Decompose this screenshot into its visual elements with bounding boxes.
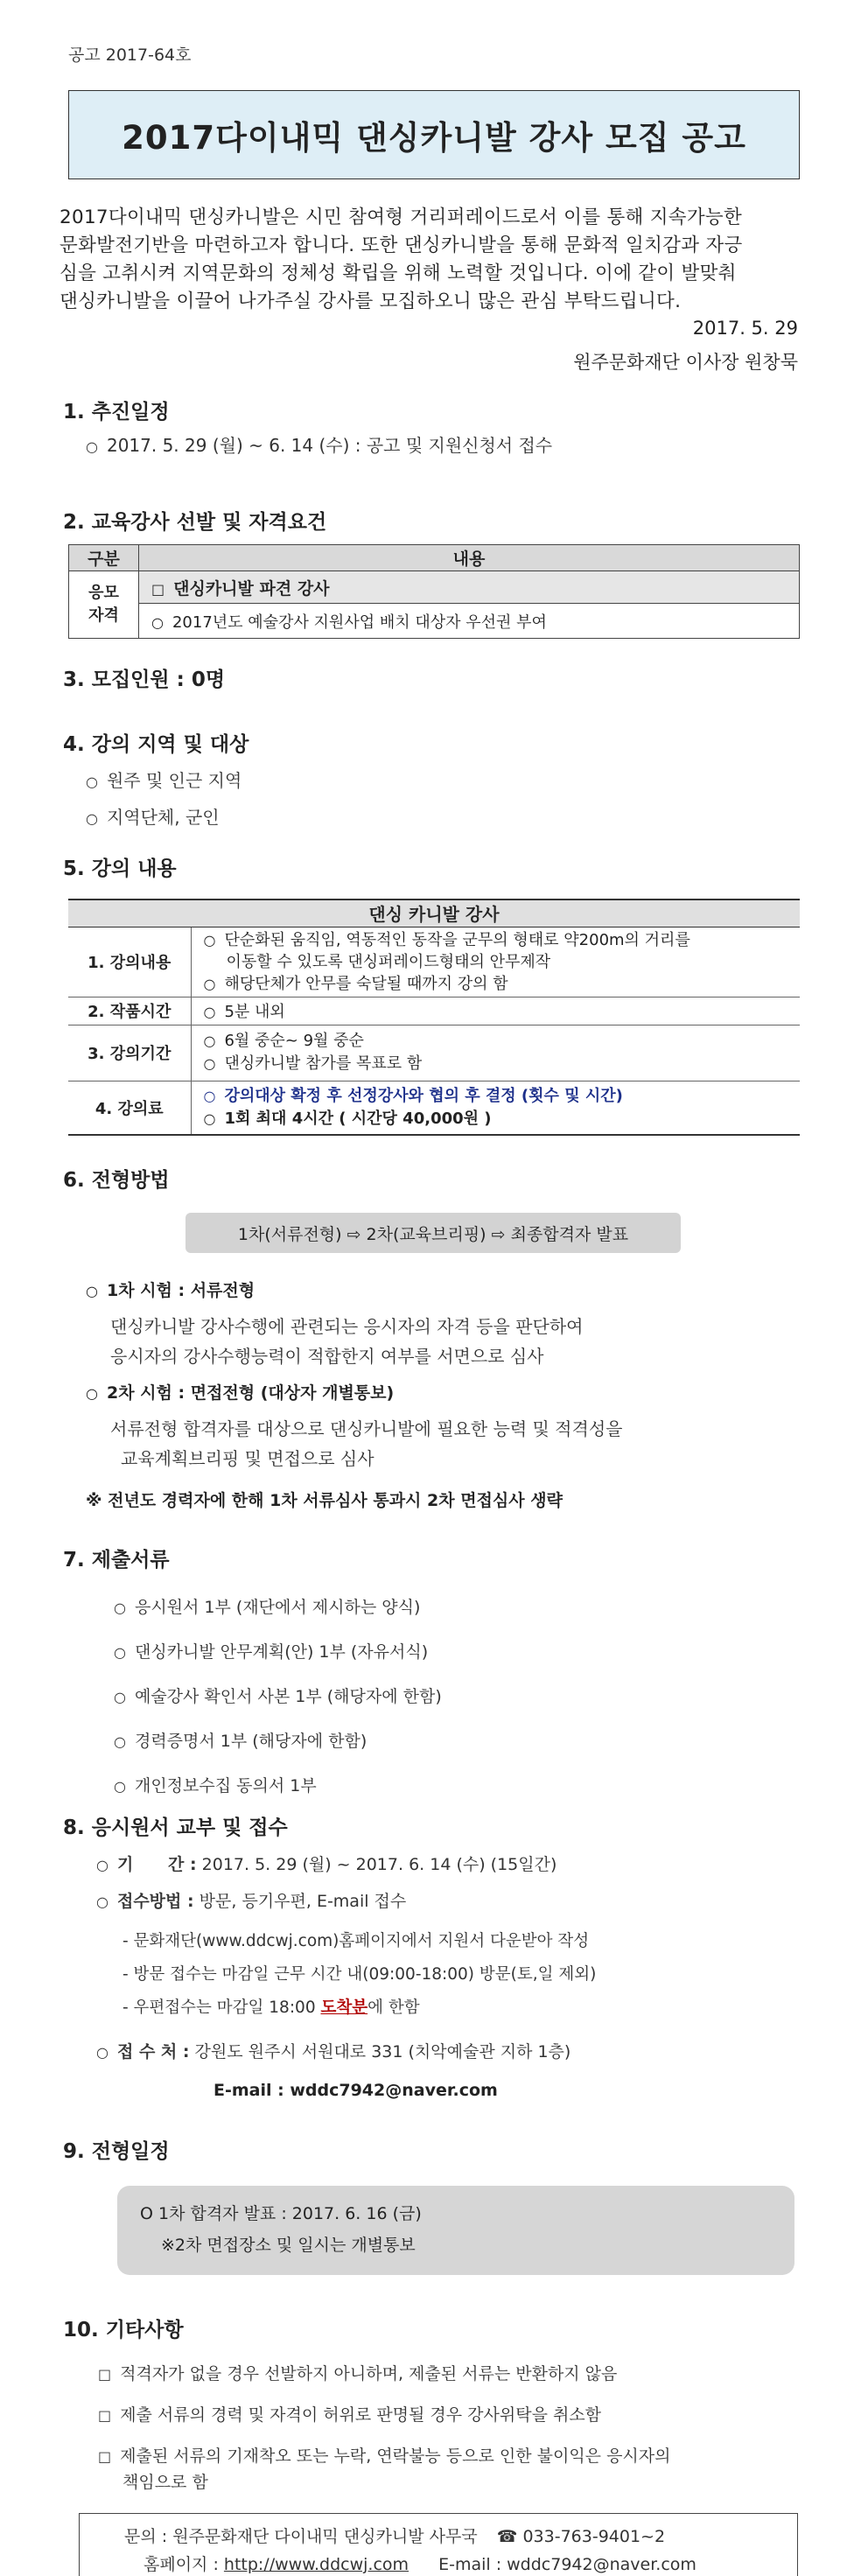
lecture-line: ○ 6월 중순~ 9월 중순 xyxy=(204,1030,801,1053)
section-1-heading: 1. 추진일정 xyxy=(63,401,170,424)
lecture-row-label: 3. 강의기간 xyxy=(68,1025,191,1081)
arrival-emphasis: 도착분 xyxy=(320,1998,368,2017)
lecture-row-content xyxy=(191,1081,800,1135)
lecture-line: ○ 단순화된 움직임, 역동적인 동작을 군무의 형태로 약200m의 거리를 xyxy=(204,929,801,951)
step2-line: 교육계획브리핑 및 면접으로 심사 xyxy=(121,1448,374,1469)
documents-list xyxy=(114,1586,442,1809)
step2-line: 서류전형 합격자를 대상으로 댄싱카니발에 필요한 능력 및 적격성을 xyxy=(110,1418,623,1439)
lecture-row-content xyxy=(191,997,800,1025)
qualification-table xyxy=(68,544,800,639)
contact-line xyxy=(124,2524,665,2547)
intro-line: 2017다이내믹 댄싱카니발은 시민 참여형 거리퍼레이드로서 이를 통해 지속가능한 xyxy=(60,206,743,228)
applicant-label-1: 응모 xyxy=(88,584,119,602)
lecture-line: ○ 댄싱카니발 참가를 목표로 함 xyxy=(204,1053,801,1075)
contact-text: 문의 : 원주문화재단 다이내믹 댄싱카니발 사무국 xyxy=(124,2527,478,2546)
method-detail-text: - 우편접수는 마감일 18:00 xyxy=(122,1998,316,2017)
notice-number: 공고 2017-64호 xyxy=(68,46,192,65)
schedule-box xyxy=(117,2186,794,2275)
selection-flow: 1차(서류전형) ⇨ 2차(교육브리핑) ⇨ 최종합격자 발표 xyxy=(186,1213,681,1253)
table-header-content: 내용 xyxy=(139,545,800,571)
region-item: ○ 지역단체, 군인 xyxy=(86,803,220,829)
intro-line: 문화발전기반을 마련하고자 합니다. 또한 댄싱카니발을 통해 문화적 일치감과 자긍 xyxy=(60,234,743,256)
document-item: ○ 예술강사 확인서 사본 1부 (해당자에 한함) xyxy=(114,1675,442,1719)
first-result-line: O 1차 합격자 발표 : 2017. 6. 16 (금) xyxy=(140,2204,422,2223)
period-row xyxy=(96,1852,556,1875)
document-item: ○ 경력증명서 1부 (해당자에 한함) xyxy=(114,1719,442,1764)
section-8-heading: 8. 응시원서 교부 및 접수 xyxy=(63,1816,288,1839)
homepage-line xyxy=(144,2552,696,2575)
schedule-item: ○ 2017. 5. 29 (월) ~ 6. 14 (수) : 공고 및 지원신청서 접수 xyxy=(86,431,552,457)
lecture-row-label: 2. 작품시간 xyxy=(68,997,191,1025)
lecture-row-label: 4. 강의료 xyxy=(68,1081,191,1135)
document-item: ○ 댄싱카니발 안무계획(안) 1부 (자유서식) xyxy=(114,1630,442,1675)
lecture-line: ○ 5분 내외 xyxy=(204,999,801,1022)
section-5-heading: 5. 강의 내용 xyxy=(63,858,177,880)
homepage-label: 홈페이지 : xyxy=(144,2555,219,2574)
section-6-heading: 6. 전형방법 xyxy=(63,1169,170,1192)
period-label: ○ 기 간 : xyxy=(96,1855,197,1874)
section-9-heading: 9. 전형일정 xyxy=(63,2140,170,2163)
lecture-table xyxy=(68,899,800,1136)
document-item: ○ 응시원서 1부 (재단에서 제시하는 양식) xyxy=(114,1586,442,1630)
method-details xyxy=(122,1925,596,2025)
section-7-heading: 7. 제출서류 xyxy=(63,1549,170,1572)
section-3-heading: 3. 모집인원 : 0명 xyxy=(63,668,226,691)
table-header-category: 구분 xyxy=(69,545,139,571)
lecture-line: 이동할 수 있도록 댄싱퍼레이드형태의 안무제작 xyxy=(226,952,551,971)
method-detail: - 방문 접수는 마감일 근무 시간 내(09:00-18:00) 방문(토,일 제외) xyxy=(122,1965,597,1984)
email-line: E-mail : wddc7942@naver.com xyxy=(214,2081,498,2100)
misc-item-continued: 책임으로 함 xyxy=(122,2473,208,2492)
intro-line: 댄싱카니발을 이끌어 나가주실 강사를 모집하오니 많은 관심 부탁드립니다. xyxy=(60,290,682,312)
phone-number: 033-763-9401~2 xyxy=(522,2527,666,2546)
interview-note: ※2차 면접장소 및 일시는 개별통보 xyxy=(161,2236,416,2255)
method-detail-text: 에 한함 xyxy=(368,1998,420,2017)
qualification-text: ○ 2017년도 예술강사 지원사업 배치 대상자 우선권 부여 xyxy=(151,613,547,632)
qualification-text: □ 댄싱카니발 파견 강사 xyxy=(151,579,330,598)
misc-item: □ 제출된 서류의 기재착오 또는 누락, 연락불능 등으로 인한 불이익은 응시자의 xyxy=(98,2436,671,2477)
method-value: 방문, 등기우편, E-mail 접수 xyxy=(199,1892,407,1911)
applicant-label-cell xyxy=(69,571,139,639)
section-2-heading: 2. 교육강사 선발 및 자격요건 xyxy=(63,511,327,534)
applicant-label-2: 자격 xyxy=(88,606,119,625)
region-item: ○ 원주 및 인근 지역 xyxy=(86,766,242,792)
step1-description xyxy=(110,1312,583,1371)
section-10-heading: 10. 기타사항 xyxy=(63,2319,184,2342)
lecture-line: ○ 해당단체가 안무를 숙달될 때까지 강의 함 xyxy=(204,973,801,995)
misc-list xyxy=(98,2354,671,2477)
lecture-row-label: 1. 강의내용 xyxy=(68,927,191,997)
lecture-table-title: 댄싱 카니발 강사 xyxy=(68,900,800,927)
phone-icon: ☎ xyxy=(496,2527,518,2546)
misc-item: □ 제출 서류의 경력 및 자격이 허위로 판명될 경우 강사위탁을 취소함 xyxy=(98,2395,671,2436)
step1-title: ○ 1차 시험 : 서류전형 xyxy=(86,1278,255,1301)
qualification-row-2 xyxy=(139,604,800,639)
document-item: ○ 개인정보수집 동의서 1부 xyxy=(114,1764,442,1809)
page-title: 2017다이내믹 댄싱카니발 강사 모집 공고 xyxy=(122,119,746,157)
step1-line: 댄싱카니발 강사수행에 관련되는 응시자의 자격 등을 판단하여 xyxy=(110,1316,584,1337)
misc-item: □ 적격자가 없을 경우 선발하지 아니하며, 제출된 서류는 반환하지 않음 xyxy=(98,2354,671,2395)
method-detail xyxy=(122,1992,596,2025)
method-row xyxy=(96,1888,406,1912)
homepage-link[interactable]: http://www.ddcwj.com xyxy=(223,2555,410,2574)
step1-line: 응시자의 강사수행능력이 적합한지 여부를 서면으로 심사 xyxy=(110,1346,544,1367)
lecture-row-content xyxy=(191,1025,800,1081)
lecture-line: ○ 강의대상 확정 후 선정강사와 협의 후 결정 (횟수 및 시간) xyxy=(204,1085,801,1108)
experience-note: ※ 전년도 경력자에 한해 1차 서류심사 통과시 2차 면접심사 생략 xyxy=(86,1491,563,1510)
intro-paragraph xyxy=(60,204,817,316)
qualification-row-1 xyxy=(139,571,800,604)
place-row xyxy=(96,2039,570,2062)
period-value: 2017. 5. 29 (월) ~ 2017. 6. 14 (수) (15일간) xyxy=(201,1855,557,1874)
notice-date: 2017. 5. 29 xyxy=(692,318,798,339)
intro-line: 심을 고취시켜 지역문화의 정체성 확립을 위해 노력할 것입니다. 이에 같이 발맞춰 xyxy=(60,262,737,284)
signature: 원주문화재단 이사장 원창묵 xyxy=(573,352,798,373)
title-box xyxy=(68,90,800,179)
section-4-heading: 4. 강의 지역 및 대상 xyxy=(63,733,249,756)
step2-description xyxy=(110,1414,622,1474)
lecture-row-content xyxy=(191,927,800,997)
method-detail: - 문화재단(www.ddcwj.com)홈페이지에서 지원서 다운받아 작성 xyxy=(122,1932,590,1950)
place-value: 강원도 원주시 서원대로 331 (치악예술관 지하 1층) xyxy=(194,2042,571,2062)
step2-title: ○ 2차 시험 : 면접전형 (대상자 개별통보) xyxy=(86,1380,394,1404)
method-label: ○ 접수방법 : xyxy=(96,1892,194,1911)
footer-email: E-mail : wddc7942@naver.com xyxy=(438,2555,696,2574)
place-label: ○ 접 수 처 : xyxy=(96,2042,189,2062)
lecture-line: ○ 1회 최대 4시간 ( 시간당 40,000원 ) xyxy=(204,1108,801,1130)
